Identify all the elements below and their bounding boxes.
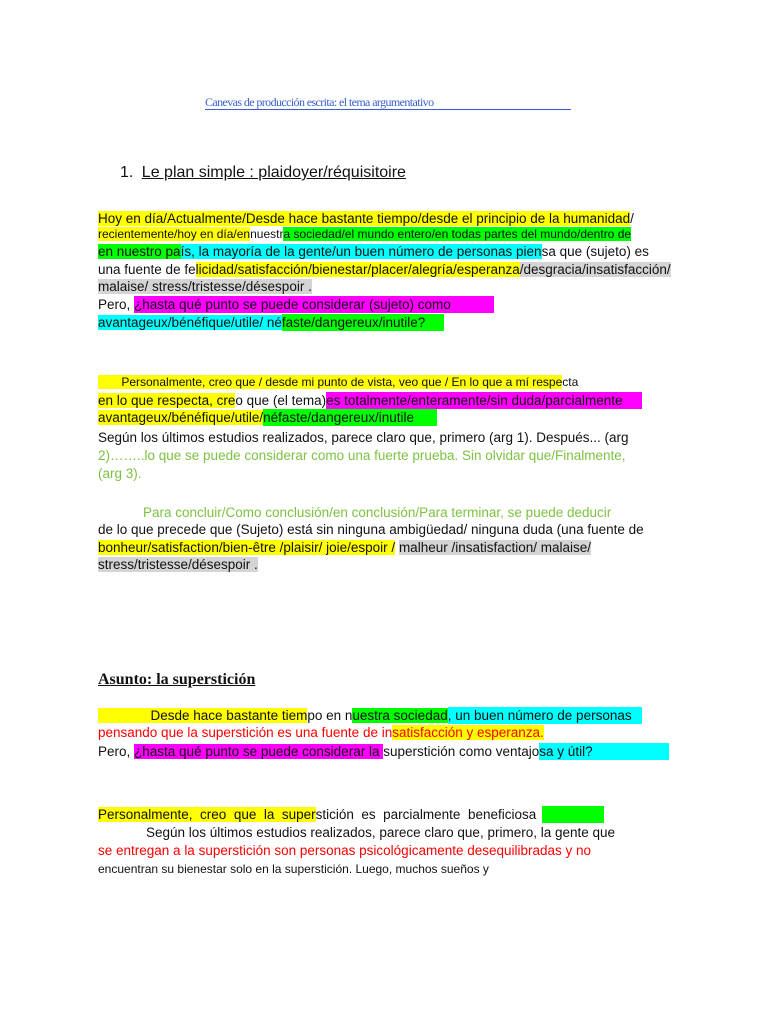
- asunto-p2-green-mark: [542, 806, 604, 823]
- intro-text-2b: nuestr: [250, 227, 284, 241]
- intro-text-4a: una fuente de fe: [98, 262, 196, 277]
- heading-title: Le plan simple : plaidoyer/réquisitoire: [141, 164, 406, 181]
- opinion-hl-3a: avantageux/bénéfique/utile/: [98, 410, 264, 425]
- intro-hl-7b: faste/dangereux/inutile?: [282, 314, 444, 331]
- asunto-p1-line-3: [98, 743, 669, 760]
- intro-hl-4c: /desgracia/insatisfacción/: [519, 262, 671, 277]
- asunto-p1-hl-2b: satisfacción y esperanza.: [392, 725, 544, 740]
- conclusion-line-3: [98, 539, 591, 556]
- conclusion-line-2: de lo que precede que (Sujeto) está sin ninguna ambigüedad/ ninguna duda (una fuente de: [98, 522, 644, 537]
- opinion-line-2: [98, 392, 642, 409]
- opinion-text-1b: cta: [562, 375, 579, 389]
- intro-line-1: [98, 210, 634, 227]
- heading-number: 1.: [120, 164, 134, 181]
- asunto-p2-text-1b: stición es parcialmente beneficiosa: [315, 807, 537, 822]
- asunto-p2-line-2: Según los últimos estudios realizados, parece claro que, primero, la gente que: [146, 825, 616, 840]
- asunto-p2-hl-1a: Personalmente, creo que la super: [98, 807, 316, 822]
- asunto-p1-line-1: [98, 707, 642, 724]
- intro-hl-7a: avantageux/bénéfique/utile/ né: [98, 315, 282, 330]
- intro-hl-2c: a sociedad/el mundo entero/en todas partes del mundo/dentro de: [283, 227, 632, 241]
- asunto-title: Asunto: la superstición: [98, 671, 256, 688]
- intro-hl-4b: licidad/satisfacción/bienestar/placer/alegría/esperanza: [195, 262, 520, 277]
- opinion-line-6: (arg 3).: [98, 466, 142, 481]
- opinion-text-2b: o que (el tema): [235, 393, 327, 408]
- opinion-hl-2c: es totalmente/enteramente/sin duda/parcialmente: [326, 392, 642, 409]
- intro-line-2: [98, 227, 631, 242]
- intro-hl-1: Hoy en día/Actualmente/Desde hace bastante tiempo/desde el principio de la humanidad: [98, 211, 631, 226]
- asunto-p1-hl-3b: ¿hasta qué punto se puede considerar la: [134, 744, 384, 759]
- intro-text-3c: sa que (sujeto) es: [541, 244, 649, 259]
- intro-line-3: [98, 243, 649, 260]
- intro-hl-5: malaise/ stress/tristesse/désespoir .: [98, 279, 312, 294]
- opinion-line-4: Según los últimos estudios realizados, parece claro que, primero (arg 1). Después... (arg: [98, 430, 629, 445]
- asunto-p1-hl-3d: sa y útil?: [539, 743, 669, 760]
- asunto-p1-text-3a: Pero,: [98, 744, 135, 759]
- intro-hl-3b: ís, la mayoría de la gente/un buen número de personas pien: [180, 244, 542, 259]
- document-caption: Canevas de producción escrita: el tema argumentativo: [205, 95, 434, 109]
- asunto-p1-text-3c: superstición como ventajo: [383, 744, 540, 759]
- asunto-p1-hl-d: , un buen número de personas: [448, 707, 642, 724]
- intro-line-5: [98, 278, 312, 295]
- conclusion-hl-3b: malheur /insatisfaction/ malaise/: [398, 540, 592, 555]
- intro-line-7: [98, 314, 444, 331]
- asunto-p2-line-3: se entregan a la superstición son personas psicológicamente desequilibradas y no: [98, 843, 592, 858]
- conclusion-hl-4: stress/tristesse/désespoir .: [98, 557, 258, 572]
- asunto-p1-hl-c: uestra sociedad: [352, 708, 448, 723]
- opinion-hl-1a: Personalmente, creo que / desde mi punto de vista, veo que / En lo que a mí respe: [98, 375, 563, 389]
- intro-hl-2a: recientemente/hoy en día/en: [98, 227, 251, 241]
- asunto-p2-line-4: encuentran su bienestar solo en la superstición. Luego, muchos sueños y: [98, 862, 489, 876]
- asunto-p2-line-1: [98, 806, 604, 823]
- opinion-hl-3b: néfaste/dangereux/inutile: [263, 409, 437, 426]
- intro-hl-6b: ¿hasta qué punto se puede considerar (sujeto) como: [134, 296, 494, 313]
- opinion-line-5: 2)……..lo que se puede considerar como una fuerte prueba. Sin olvidar que/Finalmente,: [98, 448, 626, 463]
- intro-text-6a: Pero,: [98, 297, 135, 312]
- opinion-line-3: [98, 409, 437, 426]
- conclusion-hl-3a: bonheur/satisfaction/bien-être /plaisir/ joie/espoir /: [98, 540, 396, 555]
- asunto-p1-text-2a: pensando que la superstición es una fuente de in: [98, 725, 393, 740]
- intro-hl-3a: en nuestro pa: [98, 244, 181, 259]
- asunto-p1-text-b: po en n: [307, 708, 353, 723]
- intro-line-6: [98, 296, 494, 313]
- intro-text-1b: /: [630, 211, 634, 226]
- intro-line-4: [98, 261, 671, 278]
- opinion-line-1: [98, 375, 578, 390]
- asunto-p1-line-2: [98, 724, 544, 741]
- conclusion-line-4: [98, 556, 258, 573]
- conclusion-line-1: Para concluir/Como conclusión/en conclusión/Para terminar, se puede deducir: [143, 505, 612, 520]
- asunto-p1-hl-a: Desde hace bastante tiem: [98, 708, 308, 723]
- caption-underline: [205, 109, 571, 110]
- section-heading: [120, 164, 406, 182]
- opinion-hl-2a: en lo que respecta, cre: [98, 393, 236, 408]
